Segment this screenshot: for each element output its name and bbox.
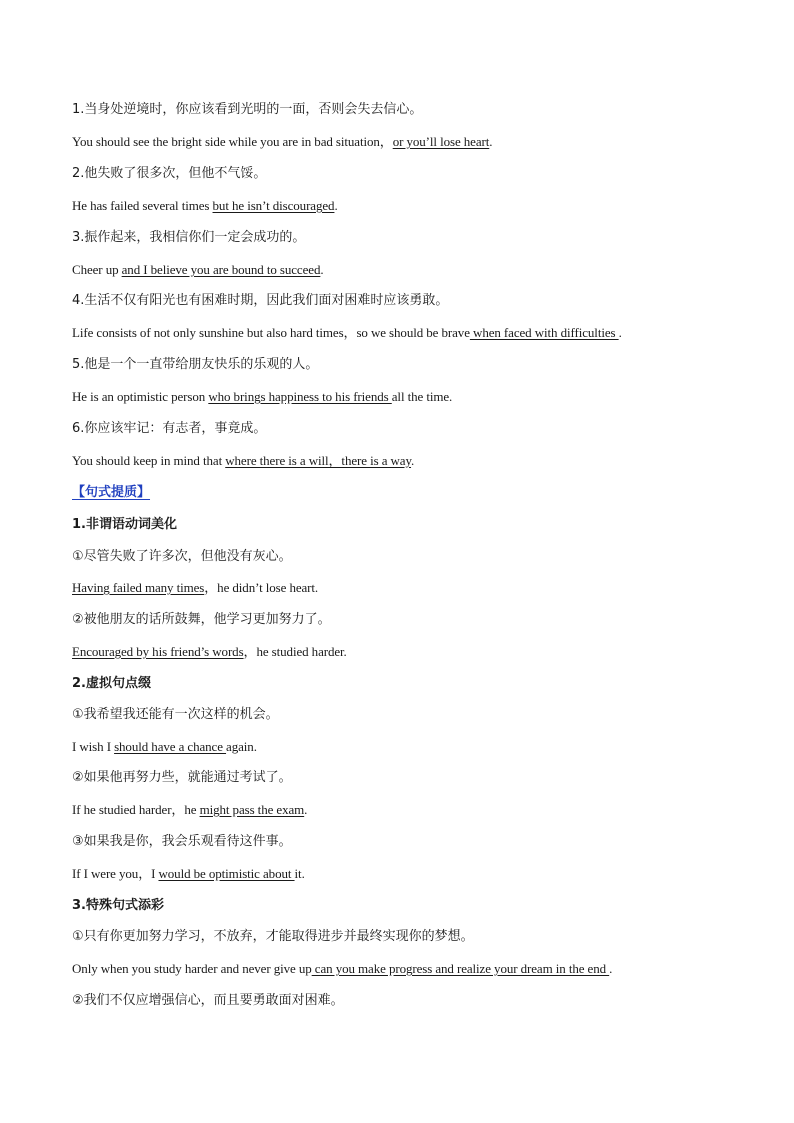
group-3-item-1-chinese: ①只有你更加努力学习，不放弃，才能取得进步并最终实现你的梦想。: [72, 929, 474, 944]
answer-blank: and I believe you are bound to succeed: [121, 262, 321, 277]
answer-blank: who brings happiness to his friends: [208, 389, 392, 404]
group-2-item-3-chinese: ③如果我是你，我会乐观看待这件事。: [72, 834, 292, 849]
translation-5-english: He is an optimistic person who brings happiness to his friends all the time.: [72, 389, 453, 404]
answer-blank: but he isn’t discouraged: [212, 198, 335, 213]
translation-3-chinese: 3.振作起来，我相信你们一定会成功的。: [72, 230, 306, 245]
translation-1-english: You should see the bright side while you are in bad situation，or you’ll lose heart.: [72, 134, 493, 149]
translation-2-chinese: 2.他失败了很多次，但他不气馁。: [72, 166, 267, 181]
translation-4-chinese: 4.生活不仅有阳光也有困难时期，因此我们面对困难时应该勇敢。: [72, 293, 449, 308]
group-1-item-1-chinese: ①尽管失败了许多次，但他没有灰心。: [72, 549, 292, 564]
translation-4-english: Life consists of not only sunshine but also hard times，so we should be brave when faced with difficulties .: [72, 325, 622, 340]
translation-1-chinese: 1.当身处逆境时，你应该看到光明的一面，否则会失去信心。: [72, 102, 423, 117]
answer-blank: might pass the exam: [199, 802, 305, 817]
group-2-item-1-english: I wish I should have a chance again.: [72, 739, 257, 754]
translation-6-chinese: 6.你应该牢记：有志者，事竟成。: [72, 421, 267, 436]
group-3-item-2-chinese: ②我们不仅应增强信心，而且要勇敢面对困难。: [72, 993, 344, 1008]
group-3-item-1-english: Only when you study harder and never give up can you make progress and realize your dream in the end .: [72, 961, 613, 976]
section-title: 【句式提质】: [72, 485, 151, 500]
answer-blank: would be optimistic about: [158, 866, 295, 881]
group-1-heading: 1.非谓语动词美化: [72, 517, 177, 532]
group-2-item-1-chinese: ①我希望我还能有一次这样的机会。: [72, 707, 279, 722]
translation-6-english: You should keep in mind that where there is a will，there is a way.: [72, 453, 415, 468]
translation-3-english: Cheer up and I believe you are bound to succeed.: [72, 262, 324, 277]
answer-blank: where there is a will，there is a way: [225, 453, 412, 468]
group-2-item-2-chinese: ②如果他再努力些，就能通过考试了。: [72, 770, 292, 785]
group-1-item-1-english: Having failed many times，he didn’t lose heart.: [72, 580, 319, 595]
group-1-item-2-chinese: ②被他朋友的话所鼓舞，他学习更加努力了。: [72, 612, 331, 627]
group-2-item-3-english: If I were you，I would be optimistic about it.: [72, 866, 305, 881]
answer-blank: or you’ll lose heart: [392, 134, 490, 149]
translation-5-chinese: 5.他是一个一直带给朋友快乐的乐观的人。: [72, 357, 319, 372]
answer-blank: when faced with difficulties: [469, 325, 619, 340]
answer-blank: can you make progress and realize your dream in the end: [311, 961, 610, 976]
group-3-heading: 3.特殊句式添彩: [72, 898, 164, 913]
group-2-heading: 2.虚拟句点缀: [72, 676, 151, 691]
answer-blank: Encouraged by his friend’s words: [72, 644, 244, 659]
answer-blank: should have a chance: [114, 739, 227, 754]
group-1-item-2-english: Encouraged by his friend’s words，he studied harder.: [72, 644, 347, 659]
answer-blank: Having failed many times: [72, 580, 205, 595]
group-2-item-2-english: If he studied harder，he might pass the exam.: [72, 802, 308, 817]
translation-2-english: He has failed several times but he isn’t discouraged.: [72, 198, 338, 213]
